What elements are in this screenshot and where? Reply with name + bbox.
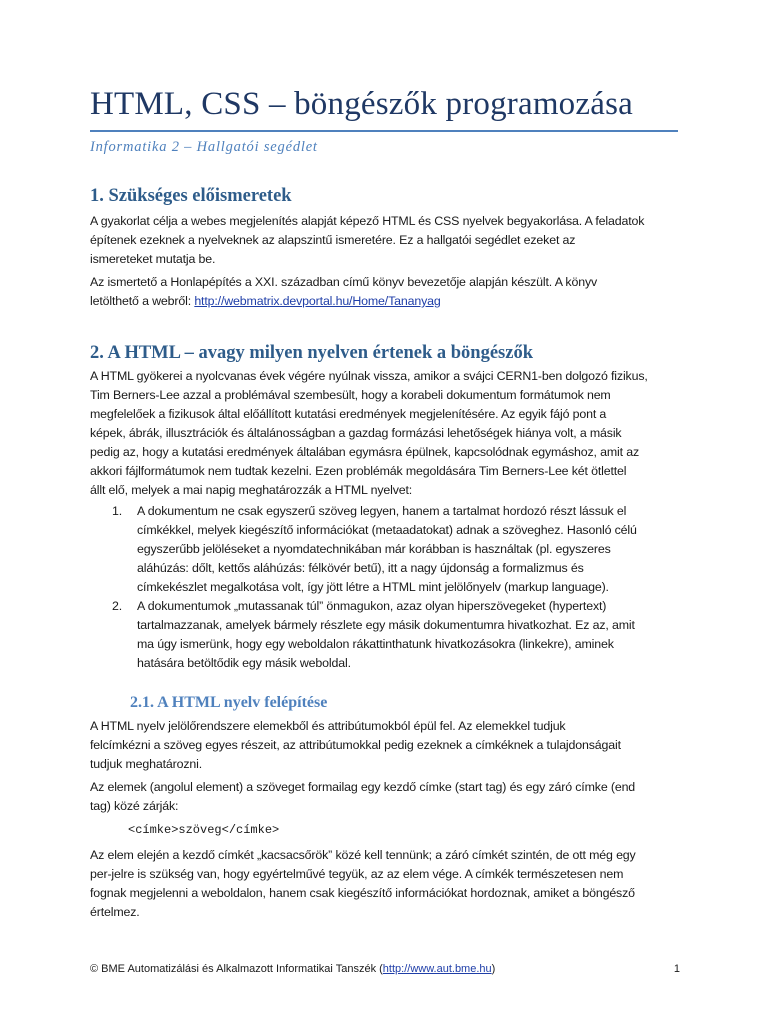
text-line: Tim Berners-Lee azzal a problémával szembesült, hogy a korabeli dokumentum formátumok nem [90,388,611,402]
text-line: ma úgy ismerünk, hogy egy weboldalon rákattinthatunk hivatkozásokra (linkekre), aminek [137,637,614,651]
text-line: felcímkézni a szöveg egyes részeit, az attribútumokkal pedig ezeknek a címkéknek a tulajdonságait [90,738,621,752]
list-item [90,597,682,673]
text-line: Az elem elején a kezdő címkét „kacsacsőrök” közé kell tennünk; a záró címkét szintén, de ott még egy [90,848,636,862]
text-line: címkékkel, melyek kiegészítő információkat (metaadatokat) adnak a szöveghez. Hasonló célú [137,523,637,537]
text-fragment: letölthető a webről: [90,294,195,308]
text-line: A HTML gyökerei a nyolcvanas évek végére nyúlnak vissza, amikor a svájci CERN1-ben dolgozó fizikus, [90,369,648,383]
text-line: egyszerűbb jelöléseket a nyomdatechnikában már korábban is használtak (pl. egyszeres [137,542,611,556]
section-2-1-paragraph-2 [90,778,682,816]
text-line: akkori fájlformátumok nem tudtak kezelni. Ezen problémák megoldására Tim Berners-Lee két ötlettel [90,464,627,478]
footer-text: © BME Automatizálási és Alkalmazott Informatikai Tanszék ( [90,963,383,975]
text-line: tag) közé zárják: [90,799,179,813]
text-line: A gyakorlat célja a webes megjelenítés alapját képező HTML és CSS nyelvek begyakorlása. A feladatok [90,214,645,228]
text-line: per-jelre is szükség van, hogy egyértelművé tegyük, az az elem vége. A címkék természetesen nem [90,867,624,881]
section-2-heading: 2. A HTML – avagy milyen nyelven értenek a böngészők [90,343,533,363]
text-line: képek, ábrák, illusztrációk és általánosságban a gazdag formázási lehetőségek hiánya volt, a másik [90,426,622,440]
tananyag-link[interactable]: http://webmatrix.devportal.hu/Home/Tananyag [194,294,441,308]
text-line: címkekészlet megalkotása volt, így jött létre a HTML mint jelölőnyelv (markup language). [137,580,609,594]
list-item [90,502,682,597]
text-line: A dokumentum ne csak egyszerű szöveg legyen, hanem a tartalmat hordozó részt lássuk el [137,504,627,518]
page-subtitle: Informatika 2 – Hallgatói segédlet [90,139,318,155]
page-footer [90,963,680,975]
section-1-paragraph-1 [90,212,682,269]
list-number: 2. [112,599,123,613]
page-number: 1 [673,963,680,975]
section-2-1-paragraph-1 [90,717,682,774]
text-line: Az ismertető a Honlapépítés a XXI. században című könyv bevezetője alapján készült. A könyv [90,275,598,289]
text-line: Az elemek (angolul element) a szöveget formailag egy kezdő címke (start tag) és egy záró címke (end [90,780,636,794]
text-line: építenek ezeknek a nyelveknek az alapszintű ismeretére. Ez a hallgatói segédlet ezeket az [90,233,576,247]
text-line: állt elő, melyek a mai napig meghatározzák a HTML nyelvet: [90,483,413,497]
section-1-heading: 1. Szükséges előismeretek [90,186,292,206]
section-2-paragraph-1 [90,367,682,500]
text-line: ismereteket mutatja be. [90,252,216,266]
department-link[interactable]: http://www.aut.bme.hu [382,963,492,975]
text-line: fognak megjelenni a weboldalon, hanem csak kiegészítő információkat hordoznak, amiket a böngésző [90,886,635,900]
section-2-1-paragraph-3 [90,846,682,922]
ideas-list [90,502,682,673]
page-title: HTML, CSS – böngészők programozása [90,86,633,122]
text-line: hatására betöltődik egy másik weboldal. [137,656,351,670]
text-line: A dokumentumok „mutassanak túl” önmagukon, azaz olyan hiperszövegeket (hypertext) [137,599,607,613]
text-line: értelmez. [90,905,140,919]
text-line: tudjuk meghatározni. [90,757,203,771]
title-divider [90,130,678,132]
text-line [90,292,682,311]
footer-text-end: ) [491,963,496,975]
section-1-paragraph-2 [90,273,682,311]
list-number: 1. [112,504,123,518]
text-line: aláhúzás: dőlt, kettős aláhúzás: félkövér betű), itt a nagy újdonság a formalizmus és [137,561,584,575]
text-line: A HTML nyelv jelölőrendszere elemekből és attribútumokból épül fel. Az elemekkel tudjuk [90,719,566,733]
section-2-1-heading: 2.1. A HTML nyelv felépítése [130,694,328,711]
text-line: pedig az, hogy a kutatási eredmények általában egymásra épülnek, kapcsolódnak egymáshoz, amit az [90,445,640,459]
text-line: megfelelőek a fizikusok által előállított kutatási eredmények megjelenítésére. Az egyik fájó pont a [90,407,607,421]
text-line: tartalmazzanak, amelyek bármely részlete egy másik dokumentumra hivatkozhat. Ez az, amit [137,618,635,632]
code-example: <címke>szöveg</címke> [128,823,280,837]
